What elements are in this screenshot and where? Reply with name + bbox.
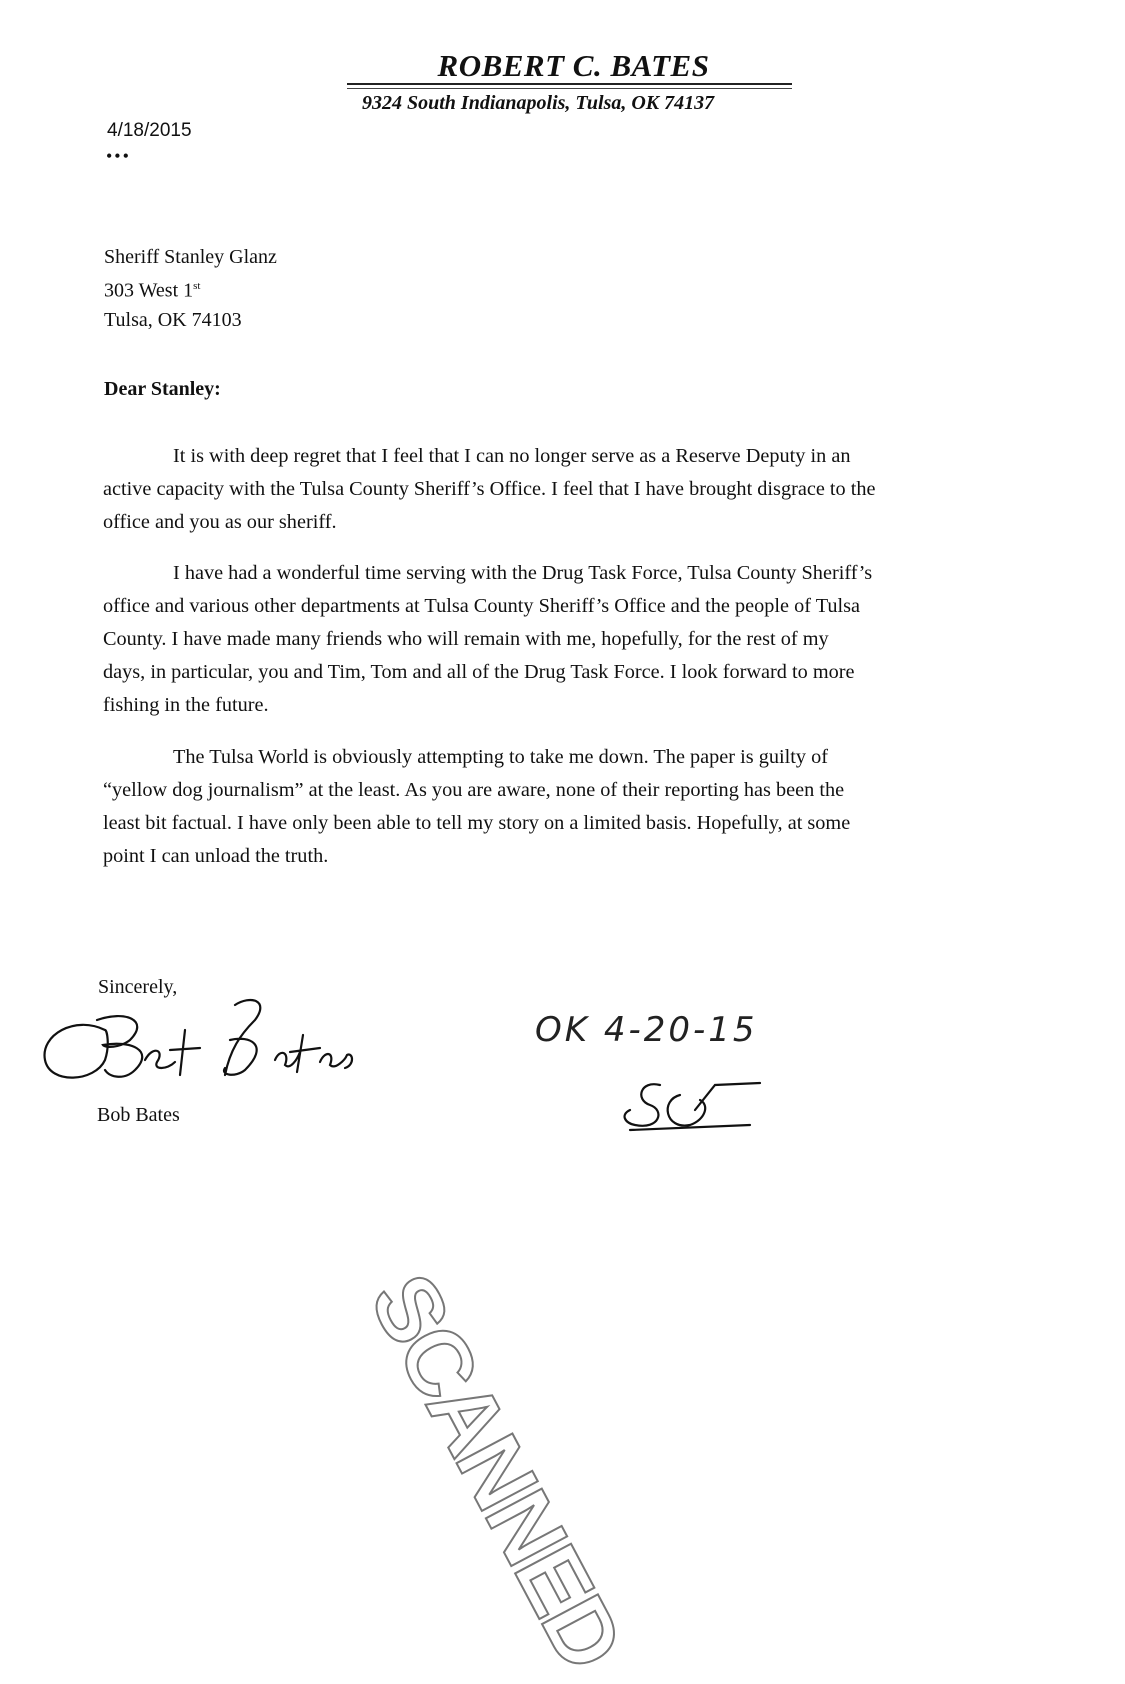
salutation: Dear Stanley:	[104, 378, 221, 400]
line: point I can unload the truth.	[103, 845, 329, 867]
handwritten-initials	[620, 1075, 770, 1135]
line: active capacity with the Tulsa County Sheriff’s Office. I feel that I have brought disgrace to the	[103, 478, 876, 500]
line: least bit factual. I have only been able to tell my story on a limited basis. Hopefully, at some	[103, 812, 851, 834]
line: “yellow dog journalism” at the least. As you are aware, none of their reporting has been the	[103, 779, 845, 801]
handwritten-approval-note: OK 4-20-15	[535, 1010, 758, 1050]
recipient-street-suffix: st	[193, 280, 201, 292]
scanned-stamp: SCANNED	[350, 1258, 641, 1684]
letterhead-address: 9324 South Indianapolis, Tulsa, OK 74137	[362, 92, 715, 114]
recipient-address	[104, 243, 277, 335]
paragraph-1	[103, 440, 876, 539]
line: fishing in the future.	[103, 694, 269, 716]
paragraph-3	[103, 741, 850, 873]
line: The Tulsa World is obviously attempting to take me down. The paper is guilty of	[173, 746, 829, 768]
line: days, in particular, you and Tim, Tom and all of the Drug Task Force. I look forward to more	[103, 661, 855, 683]
closing: Sincerely,	[98, 976, 178, 998]
recipient-street-text: 303 West 1	[104, 279, 194, 302]
letterhead-rule-thin	[347, 88, 792, 89]
line: office and various other departments at Tulsa County Sheriff’s Office and the people of Tulsa	[103, 595, 861, 617]
letterhead-rule	[347, 83, 792, 85]
letter-date: 4/18/2015	[107, 120, 192, 141]
recipient-city: Tulsa, OK 74103	[104, 308, 242, 331]
letterhead-name: ROBERT C. BATES	[437, 48, 710, 83]
signer-name: Bob Bates	[97, 1104, 180, 1126]
recipient-street	[104, 272, 277, 306]
line: It is with deep regret that I feel that I can no longer serve as a Reserve Deputy in an	[173, 445, 851, 467]
date-dots: •••	[106, 146, 131, 166]
signature	[35, 990, 355, 1090]
line: office and you as our sheriff.	[103, 511, 337, 533]
line: County. I have made many friends who will remain with me, hopefully, for the rest of my	[103, 628, 829, 650]
line: I have had a wonderful time serving with the Drug Task Force, Tulsa County Sheriff’s	[173, 562, 873, 584]
paragraph-2	[103, 557, 872, 722]
recipient-name: Sheriff Stanley Glanz	[104, 246, 277, 268]
